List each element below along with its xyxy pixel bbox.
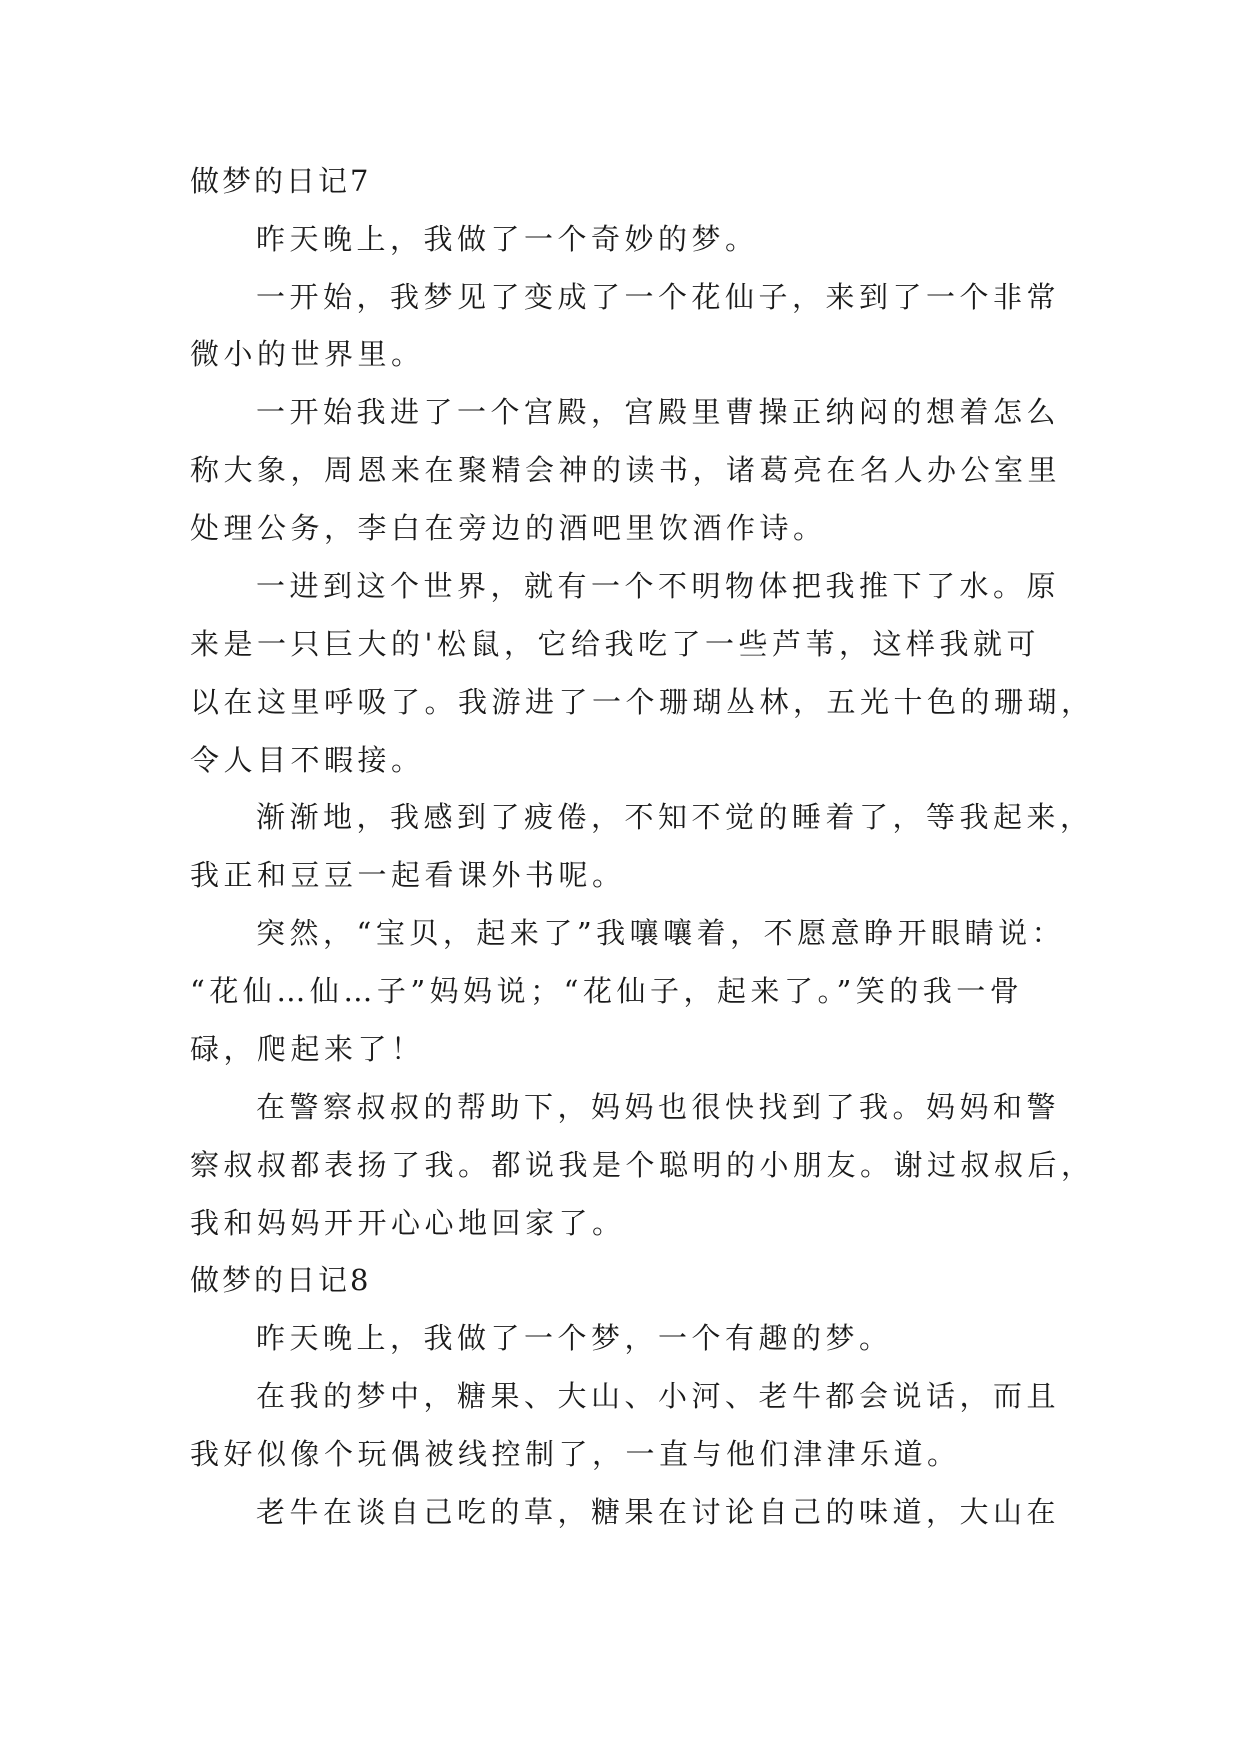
paragraph-line: 来是一只巨大的'松鼠，它给我吃了一些芦苇，这样我就可 xyxy=(190,627,1040,661)
paragraph-line: 察叔叔都表扬了我。都说我是个聪明的小朋友。谢过叔叔后， xyxy=(190,1148,1095,1182)
diary-title-8: 做梦的日记8 xyxy=(190,1263,372,1297)
paragraph-line: 一开始我进了一个宫殿，宫殿里曹操正纳闷的想着怎么 xyxy=(256,395,1061,429)
paragraph-line: 昨天晚上，我做了一个奇妙的梦。 xyxy=(256,222,759,256)
paragraph-line: 在警察叔叔的帮助下，妈妈也很快找到了我。妈妈和警 xyxy=(256,1090,1061,1124)
paragraph-line: 我正和豆豆一起看课外书呢。 xyxy=(190,858,626,892)
paragraph-line: 昨天晚上，我做了一个梦，一个有趣的梦。 xyxy=(256,1321,893,1355)
paragraph-line: 令人目不暇接。 xyxy=(190,743,425,777)
paragraph-line: 一进到这个世界，就有一个不明物体把我推下了水。原 xyxy=(256,569,1061,603)
paragraph-line: 碌，爬起来了！ xyxy=(190,1032,425,1066)
paragraph-line: “花仙…仙…子”妈妈说；“花仙子，起来了。”笑的我一骨 xyxy=(190,974,1024,1008)
paragraph-line: 渐渐地，我感到了疲倦，不知不觉的睡着了，等我起来， xyxy=(256,800,1094,834)
paragraph-line: 处理公务，李白在旁边的酒吧里饮酒作诗。 xyxy=(190,511,827,545)
paragraph-line: 突然，“宝贝，起来了”我嚷嚷着，不愿意睁开眼睛说： xyxy=(256,916,1066,950)
paragraph-line: 以在这里呼吸了。我游进了一个珊瑚丛林，五光十色的珊瑚， xyxy=(190,685,1095,719)
paragraph-line: 老牛在谈自己吃的草，糖果在讨论自己的味道，大山在 xyxy=(256,1495,1061,1529)
paragraph-line: 称大象，周恩来在聚精会神的读书，诸葛亮在名人办公室里 xyxy=(190,453,1062,487)
paragraph-line: 我好似像个玩偶被线控制了，一直与他们津津乐道。 xyxy=(190,1437,961,1471)
paragraph-line: 我和妈妈开开心心地回家了。 xyxy=(190,1206,626,1240)
paragraph-line: 一开始，我梦见了变成了一个花仙子，来到了一个非常 xyxy=(256,280,1061,314)
diary-title-7: 做梦的日记7 xyxy=(190,164,372,198)
paragraph-line: 在我的梦中，糖果、大山、小河、老牛都会说话，而且 xyxy=(256,1379,1061,1413)
paragraph-line: 微小的世界里。 xyxy=(190,337,425,371)
